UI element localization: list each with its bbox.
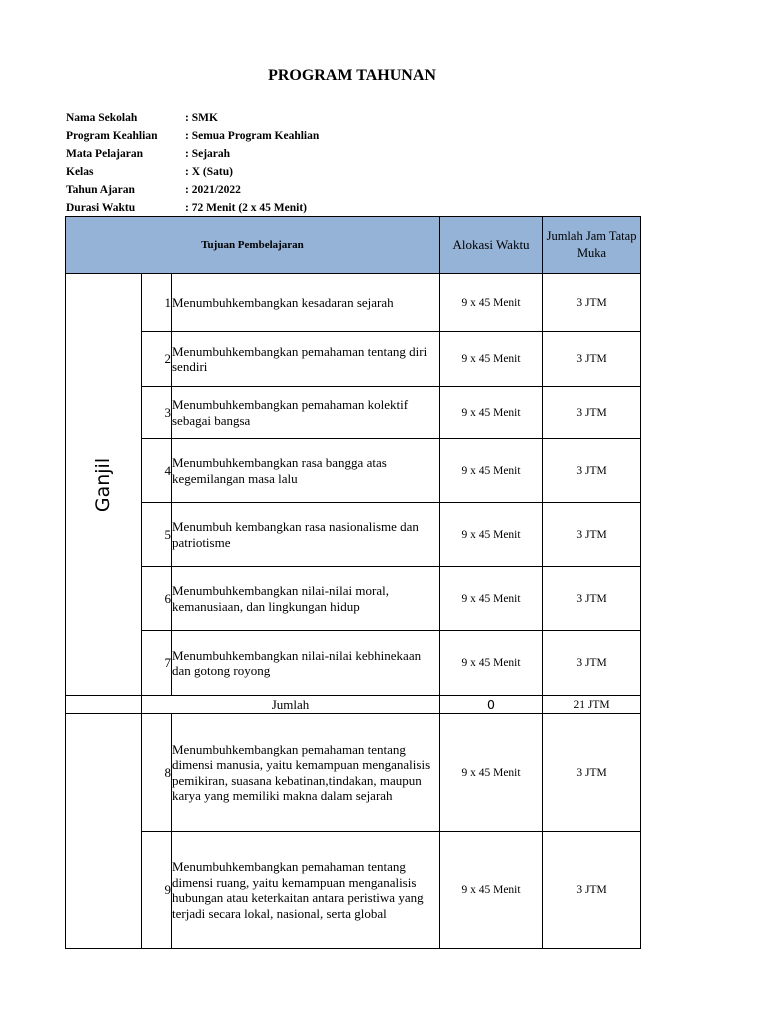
jumlah-label: Jumlah xyxy=(142,696,440,714)
row-alokasi: 9 x 45 Menit xyxy=(440,631,543,696)
semester-cell-2 xyxy=(66,714,142,949)
row-jtm: 3 JTM xyxy=(543,714,641,832)
table-row xyxy=(66,832,641,949)
meta-key: Mata Pelajaran xyxy=(66,148,143,160)
meta-key: Kelas xyxy=(66,166,94,178)
row-objective: Menumbuhkembangkan pemahaman tentang dimensi ruang, yaitu kemampuan menganalisis hubungan atau keterkaitan antara peristiwa yang terjadi secara lokal, nasional, serta global xyxy=(172,832,440,949)
table-row xyxy=(66,714,641,832)
table-row xyxy=(66,332,641,387)
row-alokasi: 9 x 45 Menit xyxy=(440,332,543,387)
meta-row-mata-pelajaran xyxy=(66,145,319,163)
row-number: 8 xyxy=(142,714,172,832)
meta-value: : SMK xyxy=(185,112,218,124)
table-row xyxy=(66,387,641,439)
meta-row-kelas xyxy=(66,163,319,181)
meta-value: : Semua Program Keahlian xyxy=(185,130,320,142)
meta-row-durasi-waktu xyxy=(66,199,319,217)
meta-value: : 72 Menit (2 x 45 Menit) xyxy=(185,202,307,214)
table-row xyxy=(66,567,641,631)
row-jtm: 3 JTM xyxy=(543,332,641,387)
meta-value: : X (Satu) xyxy=(185,166,233,178)
table-header-row xyxy=(66,217,641,274)
row-alokasi: 9 x 45 Menit xyxy=(440,274,543,332)
table-row xyxy=(66,503,641,567)
row-objective: Menumbuhkembangkan rasa bangga atas kegemilangan masa lalu xyxy=(172,439,440,503)
row-jtm: 3 JTM xyxy=(543,567,641,631)
table-row xyxy=(66,274,641,332)
row-alokasi: 9 x 45 Menit xyxy=(440,503,543,567)
header-jumlah-jam: Jumlah Jam Tatap Muka xyxy=(543,217,641,274)
document-meta xyxy=(66,109,319,217)
row-jtm: 3 JTM xyxy=(543,387,641,439)
row-objective: Menumbuhkembangkan nilai-nilai moral, kemanusiaan, dan lingkungan hidup xyxy=(172,567,440,631)
row-objective: Menumbuhkembangkan pemahaman tentang dimensi manusia, yaitu kemampuan menganalisis pemikiran, suasana kebatinan,tindakan, maupun karya yang memiliki makna dalam sejarah xyxy=(172,714,440,832)
program-table xyxy=(65,216,641,949)
row-objective: Menumbuhkembangkan pemahaman kolektif sebagai bangsa xyxy=(172,387,440,439)
row-number: 2 xyxy=(142,332,172,387)
row-number: 9 xyxy=(142,832,172,949)
meta-key: Nama Sekolah xyxy=(66,112,138,124)
row-objective: Menumbuhkembangkan pemahaman tentang diri sendiri xyxy=(172,332,440,387)
meta-value: : 2021/2022 xyxy=(185,184,241,196)
jumlah-alokasi: 0 xyxy=(440,696,543,714)
row-objective: Menumbuh kembangkan rasa nasionalisme dan patriotisme xyxy=(172,503,440,567)
meta-key: Tahun Ajaran xyxy=(66,184,135,196)
page-title: PROGRAM TAHUNAN xyxy=(268,67,436,84)
meta-key: Program Keahlian xyxy=(66,130,158,142)
row-number: 7 xyxy=(142,631,172,696)
header-tujuan: Tujuan Pembelajaran xyxy=(66,217,440,274)
row-number: 5 xyxy=(142,503,172,567)
row-number: 1 xyxy=(142,274,172,332)
meta-key: Durasi Waktu xyxy=(66,202,136,214)
meta-row-nama-sekolah xyxy=(66,109,319,127)
jumlah-spacer xyxy=(66,696,142,714)
row-alokasi: 9 x 45 Menit xyxy=(440,439,543,503)
row-jtm: 3 JTM xyxy=(543,832,641,949)
table-row xyxy=(66,631,641,696)
meta-row-tahun-ajaran xyxy=(66,181,319,199)
row-alokasi: 9 x 45 Menit xyxy=(440,567,543,631)
row-jtm: 3 JTM xyxy=(543,274,641,332)
row-alokasi: 9 x 45 Menit xyxy=(440,387,543,439)
header-alokasi: Alokasi Waktu xyxy=(440,217,543,274)
table-row xyxy=(66,439,641,503)
semester-label: Ganjil xyxy=(92,457,115,512)
meta-value: : Sejarah xyxy=(185,148,231,160)
jumlah-row xyxy=(66,696,641,714)
semester-cell xyxy=(66,274,142,696)
row-jtm: 3 JTM xyxy=(543,503,641,567)
jumlah-jtm: 21 JTM xyxy=(543,696,641,714)
row-alokasi: 9 x 45 Menit xyxy=(440,714,543,832)
row-number: 3 xyxy=(142,387,172,439)
row-number: 4 xyxy=(142,439,172,503)
meta-row-program-keahlian xyxy=(66,127,319,145)
row-number: 6 xyxy=(142,567,172,631)
row-objective: Menumbuhkembangkan kesadaran sejarah xyxy=(172,274,440,332)
row-alokasi: 9 x 45 Menit xyxy=(440,832,543,949)
row-objective: Menumbuhkembangkan nilai-nilai kebhinekaan dan gotong royong xyxy=(172,631,440,696)
row-jtm: 3 JTM xyxy=(543,631,641,696)
row-jtm: 3 JTM xyxy=(543,439,641,503)
